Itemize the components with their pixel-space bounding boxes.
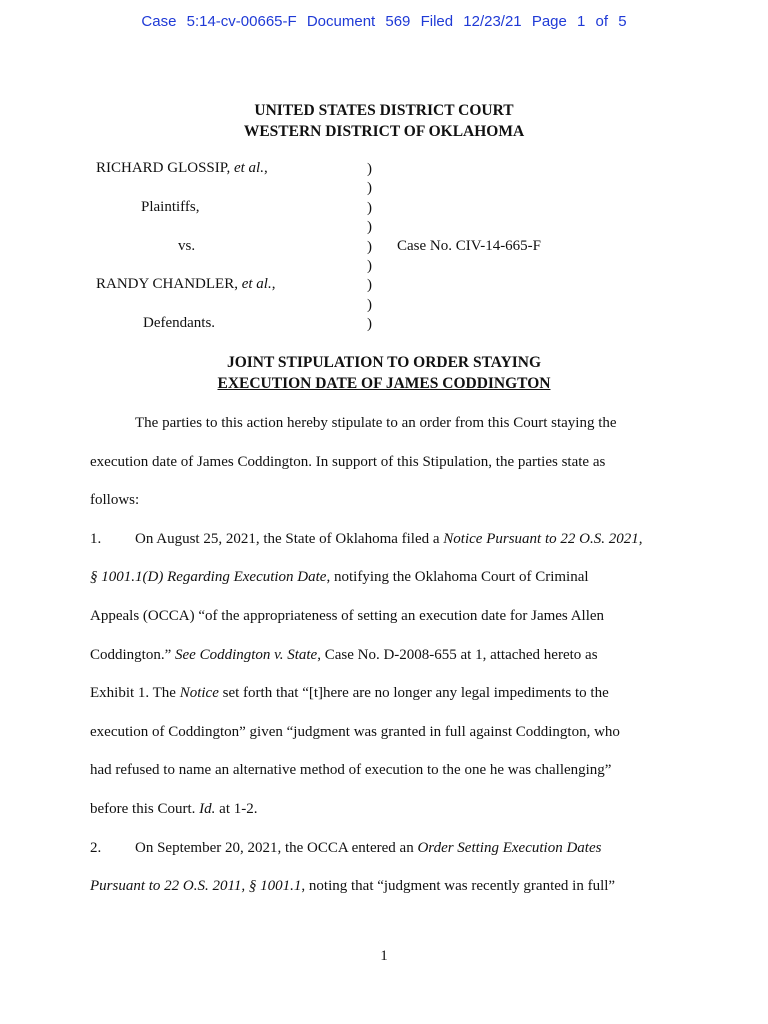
document-body bbox=[90, 404, 677, 906]
plaintiff-et-al: et al. bbox=[233, 160, 264, 176]
defendant-et-al: et al. bbox=[241, 276, 272, 292]
court-name: UNITED STATES DISTRICT COURT bbox=[254, 102, 514, 119]
para1-line-5 bbox=[90, 674, 677, 713]
para1-l8-text: before this Court. bbox=[90, 800, 200, 817]
order-title-part1: Order Setting Execution Dates bbox=[417, 839, 602, 856]
defendant-line: RANDY CHANDLER, et al., bbox=[96, 276, 276, 292]
para1-l1-text: On August 25, 2021, the State of Oklahoma filed a bbox=[135, 530, 444, 547]
notice-ref: Notice bbox=[179, 685, 219, 702]
para2-l2-text: , noting that “judgment was recently granted in full” bbox=[301, 878, 616, 895]
para1-line-1 bbox=[90, 520, 677, 559]
notice-title-part2: § 1001.1(D) Regarding Execution Date bbox=[90, 569, 327, 586]
order-title-part2: Pursuant to 22 O.S. 2011, § 1001.1 bbox=[90, 878, 302, 895]
intro-line-1: The parties to this action hereby stipulate to an order from this Court staying the bbox=[135, 415, 617, 431]
para1-l5-text: Exhibit 1. The bbox=[90, 685, 180, 702]
para1-l8-text2: at 1-2. bbox=[215, 800, 258, 817]
plaintiff-line: RICHARD GLOSSIP, et al., bbox=[96, 160, 268, 176]
para1-line-2 bbox=[90, 558, 677, 597]
header-page: Page 1 of 5 bbox=[531, 13, 627, 30]
id-cite: Id. bbox=[199, 800, 216, 817]
caption-parentheses: ) ) ) ) ) ) ) ) ) bbox=[367, 161, 372, 333]
para1-l2-text: , notifying the Oklahoma Court of Criminal bbox=[326, 569, 589, 586]
title-line-1: JOINT STIPULATION TO ORDER STAYING bbox=[226, 354, 542, 371]
header-case: Case 5:14-cv-00665-F bbox=[141, 13, 297, 30]
para1-line-8 bbox=[90, 790, 677, 829]
para1-line-6: execution of Coddington” given “judgment was granted in full against Coddington, who bbox=[90, 723, 620, 740]
ecf-header bbox=[0, 13, 768, 30]
para1-l4-text: Coddington.” bbox=[90, 646, 175, 663]
document-title bbox=[0, 352, 768, 394]
para2-line-2 bbox=[90, 867, 677, 906]
case-number: Case No. CIV-14-665-F bbox=[397, 238, 542, 254]
title-line-2: EXECUTION DATE OF JAMES CODDINGTON bbox=[217, 375, 551, 392]
para1-l5-text2: set forth that “[t]here are no longer any legal impediments to the bbox=[218, 685, 609, 702]
para2-l1-text: On September 20, 2021, the OCCA entered an bbox=[135, 839, 418, 856]
versus: vs. bbox=[178, 238, 196, 254]
intro-line-3: follows: bbox=[90, 492, 140, 509]
para1-line-3: Appeals (OCCA) “of the appropriateness of setting an execution date for James Allen bbox=[90, 607, 605, 624]
header-document: Document 569 bbox=[306, 13, 411, 30]
plaintiff-name: RICHARD GLOSSIP, bbox=[96, 160, 231, 176]
para1-l4-text2: , Case No. D-2008-655 at 1, attached hereto as bbox=[317, 646, 598, 663]
notice-title-part1: Notice Pursuant to 22 O.S. 2021, bbox=[443, 530, 643, 547]
para2-number: 2. bbox=[90, 839, 102, 856]
para2-line-1 bbox=[90, 829, 677, 868]
defendant-name: RANDY CHANDLER, bbox=[96, 276, 238, 292]
court-heading bbox=[0, 100, 768, 142]
case-caption bbox=[0, 160, 768, 338]
para1-line-4 bbox=[90, 636, 677, 675]
case-citation: See Coddington v. State bbox=[175, 646, 318, 663]
intro-line-2: execution date of James Coddington. In support of this Stipulation, the parties state as bbox=[90, 453, 606, 470]
para1-number: 1. bbox=[90, 530, 102, 547]
page-number: 1 bbox=[380, 948, 388, 964]
court-district: WESTERN DISTRICT OF OKLAHOMA bbox=[243, 123, 525, 140]
defendant-role: Defendants. bbox=[143, 315, 216, 331]
header-filed: Filed 12/23/21 bbox=[420, 13, 522, 30]
para1-line-7: had refused to name an alternative method of execution to the one he was challenging” bbox=[90, 762, 612, 779]
plaintiff-role: Plaintiffs, bbox=[141, 199, 200, 215]
